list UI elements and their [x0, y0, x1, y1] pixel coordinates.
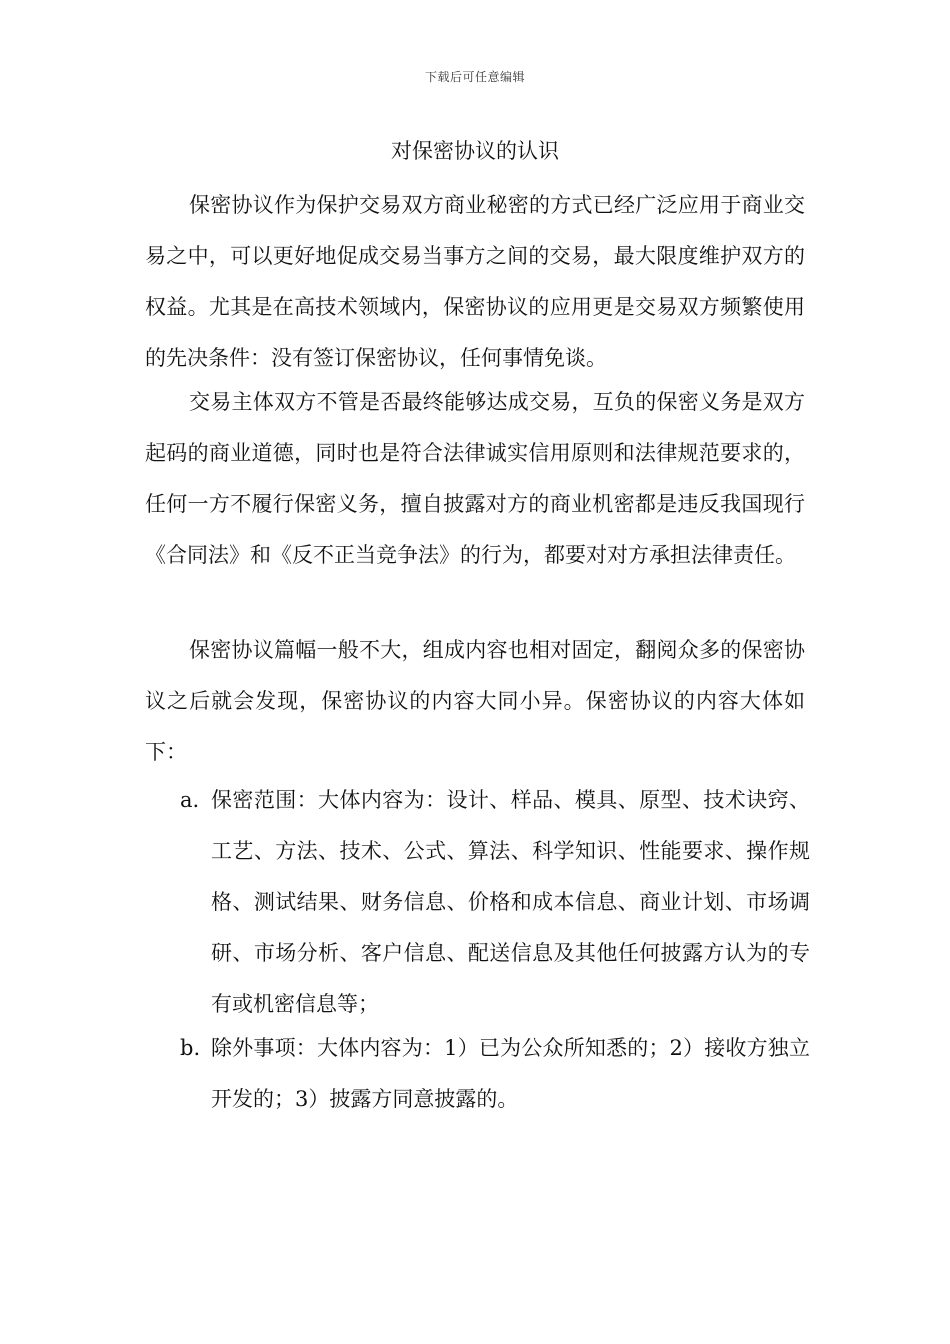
list-item-b — [180, 1023, 810, 1125]
paragraph-2: 交易主体双方不管是否最终能够达成交易，互负的保密义务是双方起码的商业道德，同时也是符合法律诚实信用原则和法律规范要求的，任何一方不履行保密义务，擅自披露对方的商业机密都是违反我国现行《合同法》和《反不正当竞争法》的行为，都要对对方承担法律责任。 — [145, 390, 805, 567]
paragraph-1: 保密协议作为保护交易双方商业秘密的方式已经广泛应用于商业交易之中，可以更好地促成交易当事方之间的交易，最大限度维护双方的权益。尤其是在高技术领域内，保密协议的应用更是交易双方频繁使用的先决条件：没有签订保密协议，任何事情免谈。 — [145, 193, 805, 370]
list-marker-b: b. — [180, 1036, 201, 1060]
page-header-note: 下载后可任意编辑 — [424, 70, 525, 84]
list-item-b-text: 除外事项：大体内容为：1）已为公众所知悉的；2）接收方独立开发的；3）披露方同意披露的。 — [211, 1036, 810, 1111]
list-marker-a: a. — [180, 788, 200, 812]
paragraph-3: 保密协议篇幅一般不大，组成内容也相对固定，翻阅众多的保密协议之后就会发现，保密协议的内容大同小异。保密协议的内容大体如下： — [145, 638, 805, 764]
list-item-a — [180, 775, 810, 1030]
document-title: 对保密协议的认识 — [391, 139, 559, 163]
list-item-a-text: 保密范围：大体内容为：设计、样品、模具、原型、技术诀窍、工艺、方法、技术、公式、算法、科学知识、性能要求、操作规格、测试结果、财务信息、价格和成本信息、商业计划、市场调研、市场分析、客户信息、配送信息及其他任何披露方认为的专有或机密信息等； — [211, 788, 810, 1016]
